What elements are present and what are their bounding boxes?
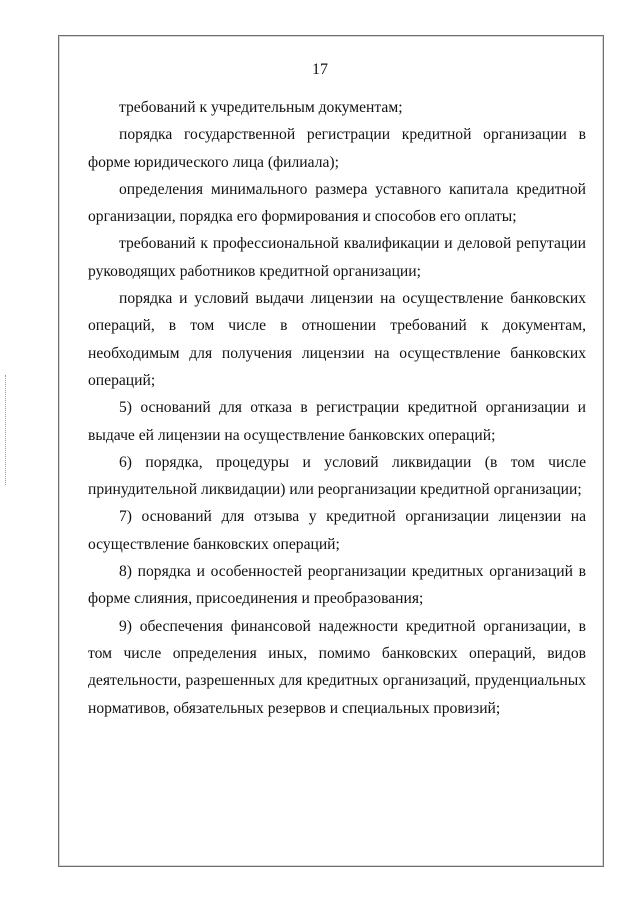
scan-edge-mark	[5, 375, 7, 485]
page-number: 17	[312, 61, 328, 78]
paragraph: требований к профессиональной квалификации и деловой репутации руководящих работников кредитной организации;	[88, 235, 586, 280]
paragraph: порядка государственной регистрации кредитной организации в форме юридического лица (филиала);	[88, 126, 586, 171]
paragraph: 6) порядка, процедуры и условий ликвидации (в том числе принудительной ликвидации) или реорганизации кредитной организации;	[88, 453, 586, 499]
paragraph: 9) обеспечения финансовой надежности кредитной организации, в том числе определения иных, помимо банковских операций, видов деятельности, разрешенных для кредитных организаций, пруденциальных нормативов, обязательных резервов и специальных провизий;	[88, 617, 586, 717]
paragraph: порядка и условий выдачи лицензии на осуществление банковских операций, в том числе в отношении требований к документам, необходимым для получения лицензии на осуществление банковских операций;	[88, 290, 586, 389]
paragraph: 8) порядка и особенностей реорганизации кредитных организаций в форме слияния, присоединения и преобразования;	[88, 563, 586, 608]
paragraph: требований к учредительным документам;	[119, 99, 403, 116]
paragraph: 5) оснований для отказа в регистрации кредитной организации и выдаче ей лицензии на осуществление банковских операций;	[88, 399, 586, 444]
document-body	[88, 94, 586, 722]
paragraph: определения минимального размера уставного капитала кредитной организации, порядка его формирования и способов его оплаты;	[88, 180, 586, 226]
paragraph: 7) оснований для отзыва у кредитной организации лицензии на осуществление банковских операций;	[88, 508, 586, 553]
